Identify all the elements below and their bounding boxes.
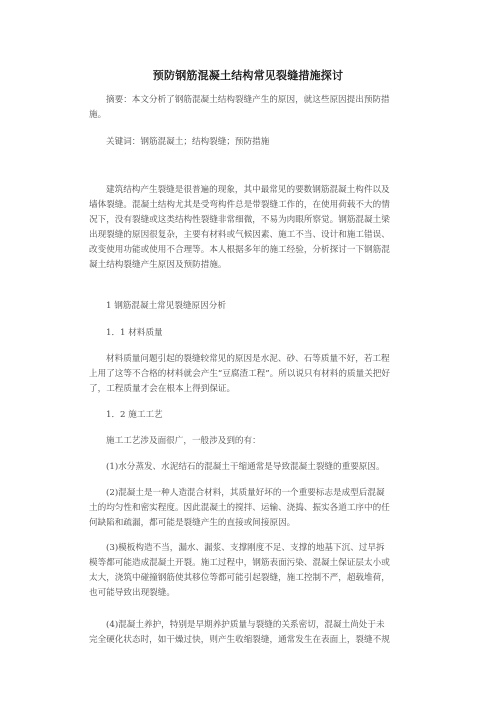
list-item-4: [89, 618, 407, 648]
material-line: 上用了这等不合格的材料就会产生“豆腐渣工程”。所以说只有材料的质量关把好: [89, 369, 390, 379]
intro-paragraph: [89, 183, 407, 273]
list-item-2-line: 土的均匀性和密实程度。因此混凝土的搅拌、运输、浇捣、振实各道工序中的任: [89, 503, 390, 513]
list-item-2-line: 何缺陷和疏漏，都可能是裂缝产生的直接或间接原因。: [89, 518, 296, 528]
keywords-line: 关键词：钢筋混凝土；结构裂缝；预防措施: [106, 137, 270, 147]
material-line: 材料质量问题引起的裂缝较常见的原因是水泥、砂、石等质量不好，若工程: [106, 354, 390, 364]
intro-line: 墙体裂缝。混凝土结构尤其是受弯构件总是带裂缝工作的，在使用荷载不大的情: [89, 200, 390, 210]
list-item-3-line: (3)模板构造不当，漏水、漏浆、支撑刚度不足、支撑的地基下沉、过早拆: [106, 543, 385, 553]
intro-line: 况下，没有裂缝或这类结构性裂缝非常细微，不易为肉眼所察觉。钢筋混凝土梁: [89, 215, 390, 225]
list-item-2-line: (2)混凝土是一种人造混合材料，其质量好坏的一个重要标志是成型后混凝: [106, 488, 385, 498]
intro-line: 改变使用功能或使用不合理等。本人根据多年的施工经验，分析探讨一下钢筋混: [89, 245, 390, 255]
list-item-3-line: 也可能导致出现裂缝。: [89, 588, 175, 598]
list-item-4-line: 完全硬化状态时，如干燥过快，则产生收缩裂缝，通常发生在表面上，裂缝不规: [89, 635, 390, 645]
list-item-3-line: 太大，浇筑中碰撞钢筋使其移位等都可能引起裂缝，施工控制不严，超载堆荷，: [89, 573, 390, 583]
document-title: 预防钢筋混凝土结构常见裂缝措施探讨: [152, 69, 344, 82]
section-heading-1-1: 1．1 材料质量: [106, 328, 163, 338]
list-item-3-line: 模等都可能造成混凝土开裂。施工过程中，钢筋表面污染、混凝土保证层太小或: [89, 558, 390, 568]
material-line: 了，工程质量才会在根本上得到保证。: [89, 384, 236, 394]
abstract-line: 施。: [89, 110, 107, 120]
section-heading-1: 1 钢筋混凝土常见裂缝原因分析: [106, 301, 226, 311]
material-paragraph: [89, 352, 407, 397]
abstract-paragraph: [89, 93, 407, 123]
list-item-3: [89, 541, 407, 601]
list-item-4-line: (4)混凝土养护，特别是早期养护质量与裂缝的关系密切，混凝土尚处于未: [106, 620, 385, 630]
abstract-line: 摘要：本文分析了钢筋混凝土结构裂缝产生的原因，就这些原因提出预防措: [106, 95, 390, 105]
intro-line: 建筑结构产生裂缝是很普遍的现象，其中最常见的要数钢筋混凝土构件以及: [106, 185, 390, 195]
section-heading-1-2: 1．2 施工工艺: [106, 410, 163, 420]
process-intro: 施工工艺涉及面很广，一般涉及到的有：: [106, 436, 261, 446]
list-item-1: (1)水分蒸发、水泥结石的混凝土干缩通常是导致混凝土裂缝的重要原因。: [106, 462, 385, 472]
intro-line: 出现裂缝的原因很复杂，主要有材料或气候因素、施工不当、设计和施工错误、: [89, 230, 390, 240]
list-item-2: [89, 486, 407, 531]
intro-line: 凝土结构裂缝产生原因及预防措施。: [89, 260, 227, 270]
